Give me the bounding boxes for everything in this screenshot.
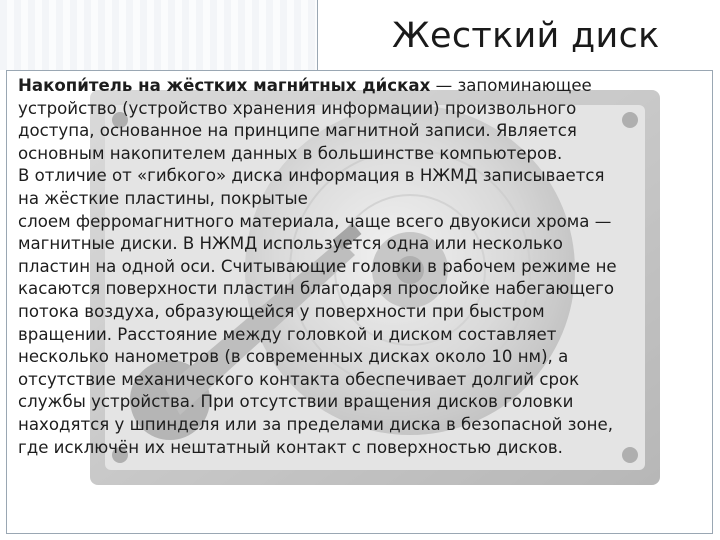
text-line: устройство (устройство хранения информации) произвольного — [18, 98, 577, 118]
text-line: на жёсткие пластины, покрытые — [18, 188, 308, 208]
text-line: отсутствие механического контакта обеспечивает долгий срок — [18, 369, 580, 389]
text-line — [18, 75, 718, 98]
term-heading: Накопи́тель на жёстких магни́тных ди́сках — [18, 76, 431, 95]
text-line: службы устройства. При отсутствии вращения дисков головки — [18, 392, 574, 412]
text-line: где исключён их нештатный контакт с поверхностью дисков. — [18, 437, 563, 457]
text-line: вращении. Расстояние между головкой и диском составляет — [18, 324, 557, 344]
text-line: находятся у шпинделя или за пределами диска в безопасной зоне, — [18, 414, 613, 434]
text-line: несколько нанометров (в современных дисках около 10 нм), а — [18, 347, 569, 367]
text-line: В отличие от «гибкого» диска информация в НЖМД записывается — [18, 166, 605, 186]
text-line: магнитные диски. В НЖМД используется одна или несколько — [18, 234, 563, 254]
text-line: пластин на одной оси. Считывающие головки в рабочем режиме не — [18, 256, 617, 276]
text-line: основным накопителем данных в большинстве компьютеров. — [18, 143, 563, 163]
text-line: потока воздуха, образующейся у поверхности при быстром — [18, 301, 545, 321]
body-text — [18, 75, 718, 459]
text-fragment: — запоминающее — [430, 76, 592, 95]
text-line: касаются поверхности пластин благодаря прослойке набегающего — [18, 279, 615, 299]
text-line: слоем ферромагнитного материала, чаще всего двуокиси хрома — — [18, 211, 612, 231]
slide-title: Жесткий диск — [392, 16, 660, 56]
text-line: доступа, основанное на принципе магнитной записи. Является — [18, 121, 577, 141]
